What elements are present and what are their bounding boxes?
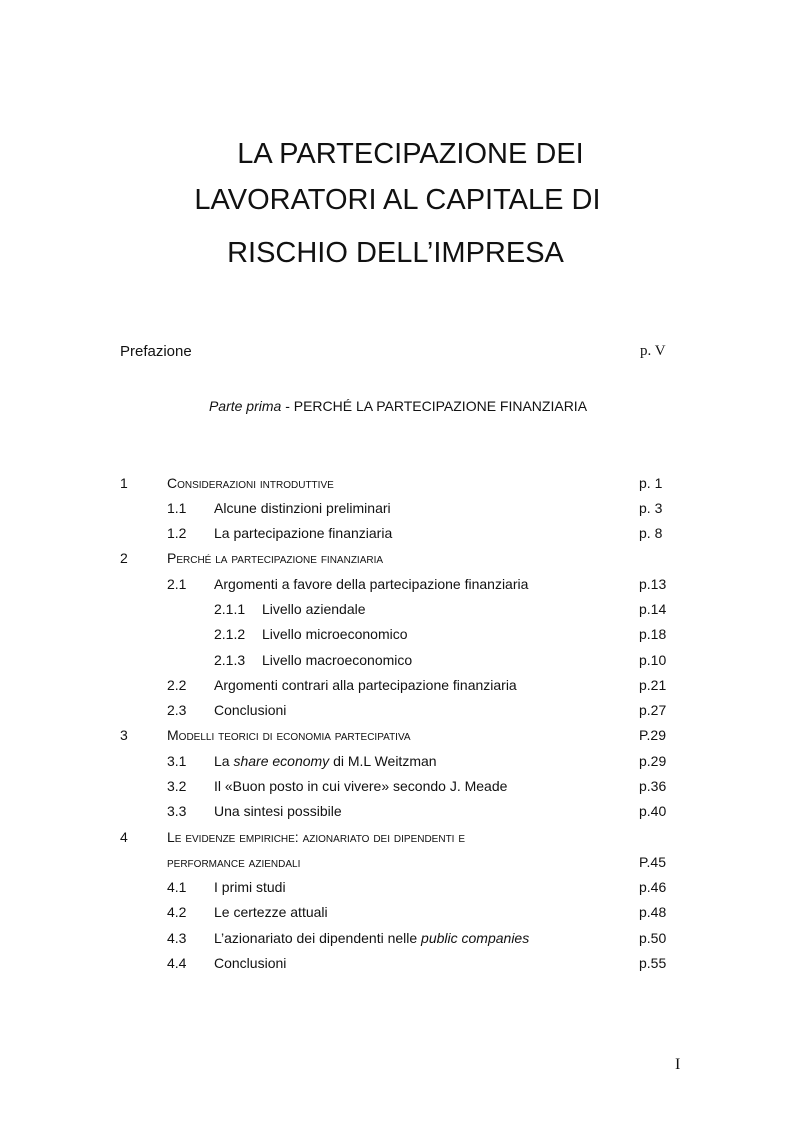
- toc-row: [0, 725, 793, 745]
- toc-page: p. 8: [639, 525, 663, 541]
- toc-row: [0, 650, 793, 670]
- toc-page: p.50: [639, 930, 667, 946]
- toc-row: [0, 751, 793, 771]
- toc-entry-title: Il «Buon posto in cui vivere» secondo J. Meade: [214, 778, 508, 794]
- toc-number: 3.1: [167, 753, 187, 769]
- toc-row: [0, 624, 793, 644]
- preface-page: p. V: [640, 343, 666, 359]
- toc-entry-title: Livello macroeconomico: [262, 652, 413, 668]
- toc-row: [0, 548, 793, 568]
- toc-number: 2.1.2: [214, 626, 246, 642]
- toc-page: p.55: [639, 955, 667, 971]
- toc-row: [0, 776, 793, 796]
- toc-page: p.40: [639, 803, 667, 819]
- toc-number: 2.1: [167, 576, 187, 592]
- toc-row: [0, 928, 793, 948]
- toc-entry-title: Alcune distinzioni preliminari: [214, 500, 391, 516]
- toc-page: p. 3: [639, 500, 663, 516]
- toc-chapter-title: Le evidenze empiriche: azionariato dei dipendenti e: [167, 829, 466, 845]
- toc-row: [0, 852, 793, 872]
- toc-page: p.10: [639, 652, 667, 668]
- toc-chapter-title: Perché la partecipazione finanziaria: [167, 550, 384, 566]
- toc-row: [0, 498, 793, 518]
- toc-page: p.36: [639, 778, 667, 794]
- title-line-2: LAVORATORI AL CAPITALE DI: [194, 184, 601, 216]
- toc-number: 3.2: [167, 778, 187, 794]
- toc-row: [0, 523, 793, 543]
- toc-row: [0, 902, 793, 922]
- toc-number: 2.1.3: [214, 652, 246, 668]
- toc-row: [0, 574, 793, 594]
- title-line-3: RISCHIO DELL’IMPRESA: [227, 237, 564, 269]
- toc-number: 4.2: [167, 904, 187, 920]
- toc-page: p.21: [639, 677, 667, 693]
- title-line-1: LA PARTECIPAZIONE DEI: [237, 138, 584, 170]
- toc-number: 4.3: [167, 930, 187, 946]
- page-number: I: [675, 1056, 681, 1073]
- toc-row: [0, 827, 793, 847]
- part-heading-italic: Parte prima: [208, 398, 282, 414]
- toc-page: p.29: [639, 753, 667, 769]
- toc-entry-title: Livello microeconomico: [262, 626, 408, 642]
- part-heading: [0, 398, 793, 414]
- preface-label: Prefazione: [120, 343, 192, 360]
- toc-page: p.48: [639, 904, 667, 920]
- toc-number: 2.3: [167, 702, 187, 718]
- toc-entry-post: di M.L Weitzman: [329, 753, 437, 769]
- toc-number: 3.3: [167, 803, 187, 819]
- toc-row: [0, 877, 793, 897]
- toc-entry-title: Argomenti contrari alla partecipazione finanziaria: [214, 677, 517, 693]
- toc-entry-title: [214, 751, 437, 771]
- toc-entry-italic: public companies: [421, 930, 530, 946]
- toc-number: 4.4: [167, 955, 187, 971]
- toc-entry-title: [214, 928, 529, 948]
- toc-row: [0, 599, 793, 619]
- toc-page: p.18: [639, 626, 667, 642]
- toc-entry-title: Conclusioni: [214, 955, 287, 971]
- toc-number: 4: [120, 829, 128, 845]
- toc-row: [0, 953, 793, 973]
- toc-entry-italic: share economy: [233, 753, 330, 769]
- toc-entry-title: Argomenti a favore della partecipazione finanziaria: [214, 576, 529, 592]
- toc-entry-title: La partecipazione finanziaria: [214, 525, 393, 541]
- toc-chapter-title: Modelli teorici di economia partecipativa: [167, 727, 411, 743]
- toc-entry-title: Conclusioni: [214, 702, 287, 718]
- toc-chapter-title: Considerazioni introduttive: [167, 475, 334, 491]
- toc-entry-pre: La: [214, 753, 234, 769]
- toc-number: 3: [120, 727, 128, 743]
- toc-row: [0, 473, 793, 493]
- toc-page: p.27: [639, 702, 667, 718]
- toc-row: [0, 801, 793, 821]
- toc-chapter-title-continued: performance aziendali: [167, 854, 301, 870]
- toc-number: 4.1: [167, 879, 187, 895]
- toc-row: [0, 675, 793, 695]
- toc-row: [0, 700, 793, 720]
- toc-page: p.46: [639, 879, 667, 895]
- toc-entry-title: Una sintesi possibile: [214, 803, 342, 819]
- toc-entry-title: Livello aziendale: [262, 601, 366, 617]
- toc-entry-title: Le certezze attuali: [214, 904, 328, 920]
- part-heading-rest: - PERCHÉ LA PARTECIPAZIONE FINANZIARIA: [281, 398, 588, 414]
- toc-number: 2: [120, 550, 128, 566]
- toc-number: 2.1.1: [214, 601, 246, 617]
- toc-number: 2.2: [167, 677, 187, 693]
- toc-page: P.29: [639, 727, 666, 743]
- toc-number: 1.1: [167, 500, 187, 516]
- toc-number: 1: [120, 475, 128, 491]
- toc-page: p. 1: [639, 475, 663, 491]
- toc-number: 1.2: [167, 525, 187, 541]
- toc-page: P.45: [639, 854, 666, 870]
- toc-entry-pre: L’azionariato dei dipendenti nelle: [214, 930, 422, 946]
- toc-page: p.14: [639, 601, 667, 617]
- toc-page: p.13: [639, 576, 667, 592]
- toc-entry-title: I primi studi: [214, 879, 286, 895]
